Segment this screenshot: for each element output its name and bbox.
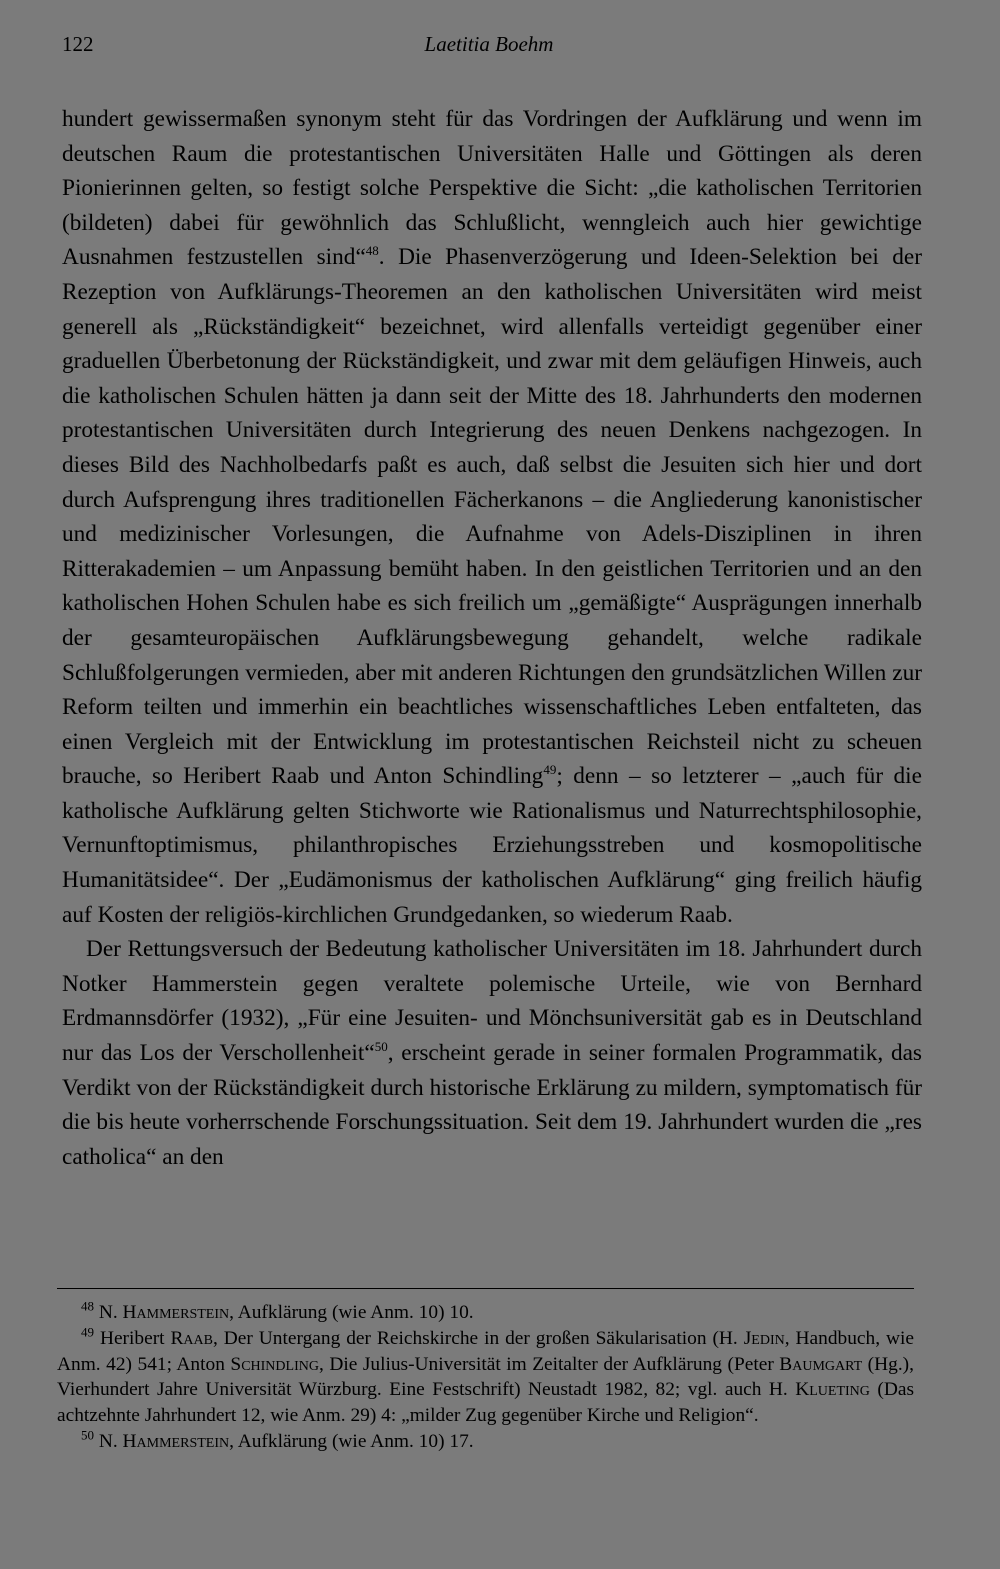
- text-run: Der Rettungsversuch der Bedeutung katholischer Universitäten im 18. Jahrhundert durch Notker Hammerstein gegen veraltete polemische Urteile, wie von Bernhard Erdmannsdörfer (1932), „Für eine Jesuiten- und Mönchsuniversität gab es in Deutschland nur das Los der Verschollenheit“: [62, 936, 922, 1067]
- page-number: 122: [62, 32, 94, 56]
- text-run: , Die Julius-Universität im Zeitalter der Aufklärung (Peter: [318, 1353, 780, 1375]
- author-name: Raab: [170, 1327, 213, 1349]
- footnote-number: 48: [81, 1298, 94, 1314]
- body-text: [62, 102, 922, 1174]
- text-run: , Handbuch, wie Anm. 42) 541; Anton: [57, 1327, 914, 1375]
- author-name: Schindling: [230, 1353, 319, 1375]
- footnotes: [57, 1300, 914, 1455]
- text-run: (Hg.), Vierhundert Jahre Universität Würzburg. Eine Festschrift) Neustadt 1982, 82; vgl. auch H.: [57, 1353, 914, 1401]
- text-run: N.: [94, 1430, 123, 1452]
- paragraph: [62, 102, 922, 932]
- footnote-number: 49: [81, 1324, 94, 1340]
- text-run: (Das achtzehnte Jahrhundert 12, wie Anm. 29) 4: „milder Zug gegenüber Kirche und Religion“.: [57, 1379, 914, 1427]
- author-name: Jedin: [743, 1327, 785, 1349]
- text-run: hundert gewissermaßen synonym steht für das Vordringen der Aufklärung und wenn im deutschen Raum die protestantischen Universitäten Halle und Göttingen als deren Pionierinnen gelten, so festigt solche Perspektive die Sicht: „die katholischen Territorien (bildeten) dabei für gewöhnlich das Schlußlicht, wenngleich auch hier gewichtige Ausnahmen festzustellen sind“: [62, 106, 922, 271]
- author-name: Baumgart: [779, 1353, 863, 1375]
- text-run: , Aufklärung (wie Anm. 10) 17.: [229, 1430, 474, 1452]
- footnote-ref: 50: [374, 1039, 388, 1055]
- text-run: , erscheint gerade in seiner formalen Programmatik, das Verdikt von der Rückständigkeit durch historische Erklärung zu mildern, symptomatisch für die bis heute vorherrschende Forschungssituation. Seit dem 19. Jahrhundert wurden die „res catholica“ an den: [62, 1040, 922, 1170]
- footnote-ref: 48: [365, 243, 379, 259]
- footnote-ref: 49: [543, 762, 557, 778]
- author-name: Klueting: [795, 1379, 870, 1401]
- author-name: Hammerstein: [122, 1430, 230, 1452]
- author-name: Hammerstein: [122, 1302, 230, 1323]
- footnote-48: [57, 1300, 914, 1326]
- running-head: [62, 32, 916, 66]
- footnote-49: [57, 1326, 914, 1429]
- footnote-number: 50: [81, 1427, 94, 1443]
- paragraph: [62, 932, 922, 1174]
- text-run: Heribert: [94, 1327, 171, 1349]
- text-run: ; denn – so letzterer – „auch für die katholische Aufklärung gelten Stichworte wie Rationalismus und Naturrechtsphilosophie, Vernunftoptimismus, philanthropisches Erziehungsstreben und kosmopolitische Humanitätsidee“. Der „Eudämonismus der katholischen Aufklärung“ ging freilich häufig auf Kosten der religiös-kirchlichen Grundgedanken, so wiederum Raab.: [62, 763, 922, 928]
- text-run: , Der Untergang der Reichskirche in der großen Säkularisation (H.: [212, 1327, 744, 1349]
- footnote-divider: [57, 1288, 914, 1289]
- running-title: Laetitia Boehm: [424, 32, 554, 56]
- text-run: , Aufklärung (wie Anm. 10) 10.: [229, 1302, 474, 1323]
- text-run: . Die Phasenverzögerung und Ideen-Selektion bei der Rezeption von Aufklärungs-Theoremen an den katholischen Universitäten wird meist generell als „Rückständigkeit“ bezeichnet, wird allenfalls verteidigt gegenüber einer graduellen Überbetonung der Rückständigkeit, und zwar mit dem geläufigen Hinweis, auch die katholischen Schulen hätten ja dann seit der Mitte des 18. Jahrhunderts den modernen protestantischen Universitäten durch Integrierung des neuen Denkens nachgezogen. In dieses Bild des Nachholbedarfs paßt es auch, daß selbst die Jesuiten sich hier und dort durch Aufsprengung ihres traditionellen Fächerkanons – die Angliederung kanonistischer und medizinischer Vorlesungen, die Aufnahme von Adels-Disziplinen in ihren Ritterakademien – um Anpassung bemüht haben. In den geistlichen Territorien und an den katholischen Hohen Schulen habe es sich freilich um „gemäßigte“ Ausprägungen innerhalb der gesamteuropäischen Aufklärungsbewegung gehandelt, welche radikale Schlußfolgerungen vermieden, aber mit anderen Richtungen den grundsätzlichen Willen zur Reform teilten und immerhin ein beachtliches wissenschaftliches Leben entfalteten, das einen Vergleich mit der Entwicklung im protestantischen Reichsteil nicht zu scheuen brauche, so Heribert Raab und Anton Schindling: [62, 244, 922, 790]
- footnote-50: [57, 1429, 914, 1455]
- text-run: N.: [94, 1302, 123, 1323]
